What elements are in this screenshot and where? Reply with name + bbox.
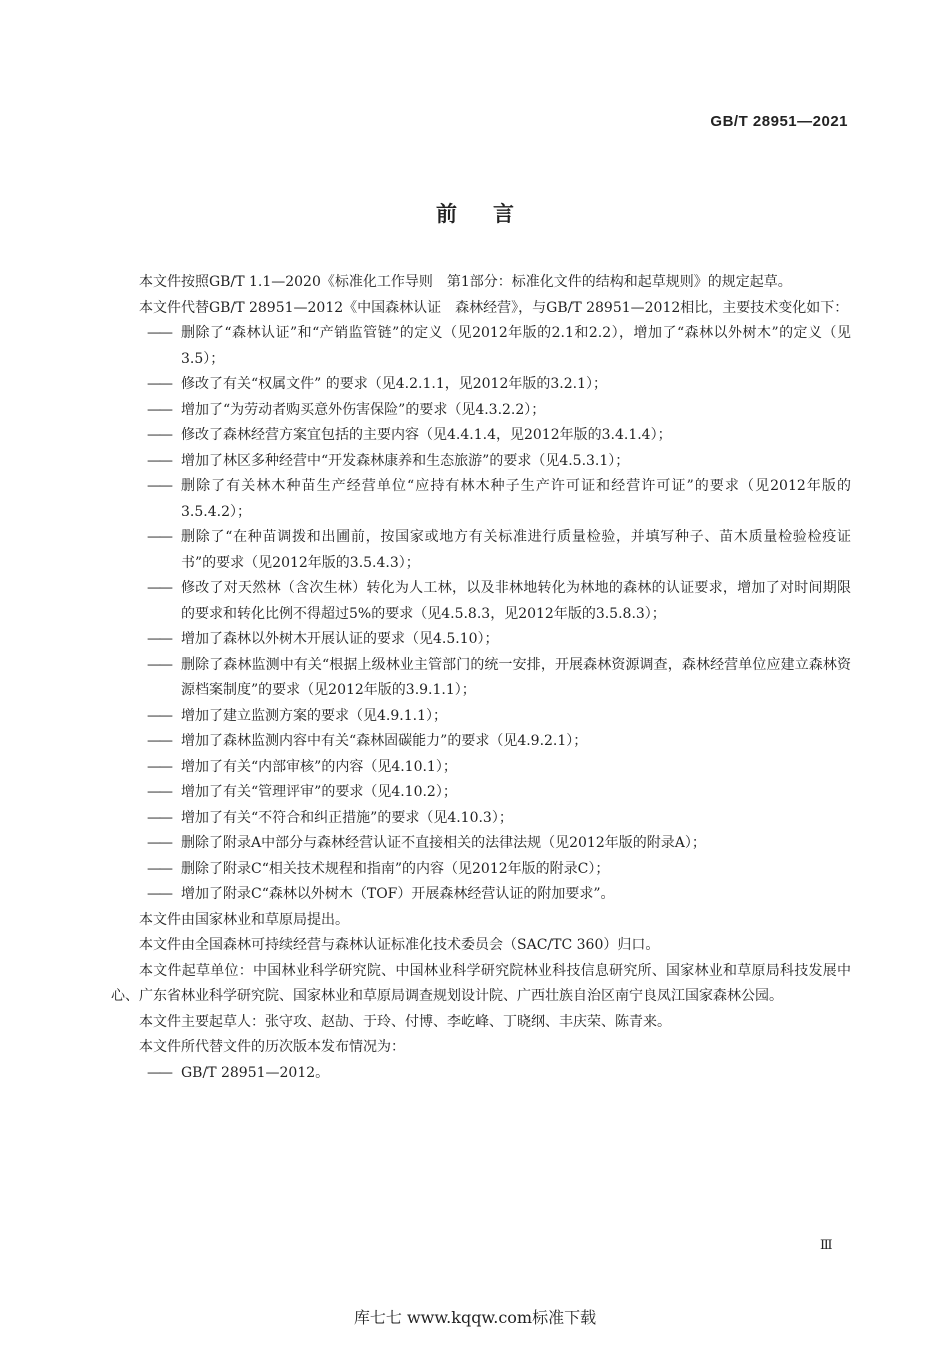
list-item — [111, 474, 851, 525]
list-item — [111, 398, 851, 424]
change-list — [111, 321, 851, 908]
closing-paragraph: 本文件由全国森林可持续经营与森林认证标准化技术委员会（SAC/TC 360）归口。 — [139, 937, 660, 953]
dash-marker: —— — [147, 886, 171, 902]
closing-paragraph: 本文件所代替文件的历次版本发布情况为： — [139, 1039, 405, 1055]
change-text: 增加了建立监测方案的要求（见4.9.1.1）； — [181, 707, 447, 724]
list-item — [111, 449, 851, 475]
change-text: 增加了林区多种经营中“开发森林康养和生态旅游”的要求（见4.5.3.1）； — [181, 452, 630, 469]
dash-marker: —— — [147, 529, 171, 545]
history-item — [111, 1061, 851, 1087]
change-text: 删除了森林监测中有关“根据上级林业主管部门的统一安排，开展森林资源调查，森林经营单位应建立森林资源档案制度”的要求（见2012年版的3.9.1.1）； — [181, 656, 851, 698]
history-text: GB/T 28951—2012。 — [181, 1064, 330, 1081]
dash-marker: —— — [147, 835, 171, 851]
change-text: 增加了有关“不符合和纠正措施”的要求（见4.10.3）； — [181, 809, 513, 826]
footer-watermark: 库七七 www.kqqw.com标准下载 — [353, 1308, 597, 1327]
dash-marker: —— — [147, 1064, 171, 1081]
intro-paragraph: 本文件代替GB/T 28951—2012《中国森林认证 森林经营》，与GB/T 28951—2012相比，主要技术变化如下： — [139, 299, 849, 316]
dash-marker: —— — [147, 478, 171, 494]
dash-marker: —— — [147, 758, 171, 775]
change-text: 修改了对天然林（含次生林）转化为人工林，以及非林地转化为林地的森林的认证要求，增加了对时间期限的要求和转化比例不得超过5%的要求（见4.5.8.3，见2012年版的3.5.8.3）； — [181, 580, 851, 622]
change-text: 增加了有关“管理评审”的要求（见4.10.2）； — [181, 784, 457, 800]
page-number: Ⅲ — [820, 1238, 833, 1253]
standard-number: GB/T 28951—2021 — [710, 113, 848, 130]
dash-marker: —— — [147, 656, 171, 673]
change-text: 增加了附录C“森林以外树木（TOF）开展森林经营认证的附加要求”。 — [181, 886, 615, 902]
list-item — [111, 653, 851, 704]
intro-paragraph: 本文件按照GB/T 1.1—2020《标准化工作导则 第1部分：标准化文件的结构和起草规则》的规定起草。 — [139, 274, 792, 290]
change-text: 增加了有关“内部审核”的内容（见4.10.1）； — [181, 758, 457, 775]
change-text: 删除了“森林认证”和“产销监管链”的定义（见2012年版的2.1和2.2），增加了“森林以外树木”的定义（见3.5）； — [181, 325, 851, 367]
dash-marker: —— — [147, 860, 171, 877]
dash-marker: —— — [147, 809, 171, 826]
change-text: 删除了附录C“相关技术规程和指南”的内容（见2012年版的附录C）； — [181, 860, 610, 877]
change-text: 增加了森林监测内容中有关“森林固碳能力”的要求（见4.9.2.1）； — [181, 733, 588, 749]
list-item — [111, 729, 851, 755]
change-text: 修改了有关“权属文件” 的要求（见4.2.1.1，见2012年版的3.2.1）； — [181, 376, 607, 392]
page-title: 前言 — [436, 202, 550, 226]
change-text: 删除了“在种苗调拨和出圃前，按国家或地方有关标准进行质量检验，并填写种子、苗木质量检验检疫证书”的要求（见2012年版的3.5.4.3）； — [181, 529, 851, 571]
closing-paragraph: 本文件由国家林业和草原局提出。 — [139, 911, 349, 928]
closing-paragraph: 本文件主要起草人：张守攻、赵劼、于玲、付博、李屹峰、丁晓纲、丰庆荣、陈青来。 — [139, 1013, 671, 1030]
closing-paragraph: 本文件起草单位：中国林业科学研究院、中国林业科学研究院林业科技信息研究所、国家林业和草原局科技发展中心、广东省林业科学研究院、国家林业和草原局调查规划设计院、广西壮族自治区南宁良凤江国家森林公园。 — [111, 962, 851, 1004]
dash-marker: —— — [147, 427, 171, 443]
dash-marker: —— — [147, 401, 171, 418]
dash-marker: —— — [147, 707, 171, 724]
list-item — [111, 831, 851, 857]
dash-marker: —— — [147, 580, 171, 596]
list-item — [111, 857, 851, 883]
list-item — [111, 627, 851, 653]
list-item — [111, 321, 851, 372]
change-text: 删除了附录A中部分与森林经营认证不直接相关的法律法规（见2012年版的附录A）； — [181, 835, 706, 851]
dash-marker: —— — [147, 452, 171, 469]
dash-marker: —— — [147, 733, 171, 749]
dash-marker: —— — [147, 784, 171, 800]
foreword-body — [111, 270, 851, 1086]
dash-marker: —— — [147, 376, 171, 392]
list-item — [111, 576, 851, 627]
list-item — [111, 372, 851, 398]
change-text: 增加了森林以外树木开展认证的要求（见4.5.10）； — [181, 631, 499, 647]
list-item — [111, 882, 851, 908]
dash-marker: —— — [147, 631, 171, 647]
list-item — [111, 704, 851, 730]
change-text: 修改了森林经营方案宜包括的主要内容（见4.4.1.4，见2012年版的3.4.1.4）； — [181, 427, 672, 443]
list-item — [111, 780, 851, 806]
list-item — [111, 525, 851, 576]
change-text: 删除了有关林木种苗生产经营单位“应持有林木种子生产许可证和经营许可证”的要求（见2012年版的3.5.4.2）； — [181, 478, 851, 520]
dash-marker: —— — [147, 325, 171, 341]
change-text: 增加了“为劳动者购买意外伤害保险”的要求（见4.3.2.2）； — [181, 401, 546, 418]
list-item — [111, 806, 851, 832]
list-item — [111, 755, 851, 781]
list-item — [111, 423, 851, 449]
